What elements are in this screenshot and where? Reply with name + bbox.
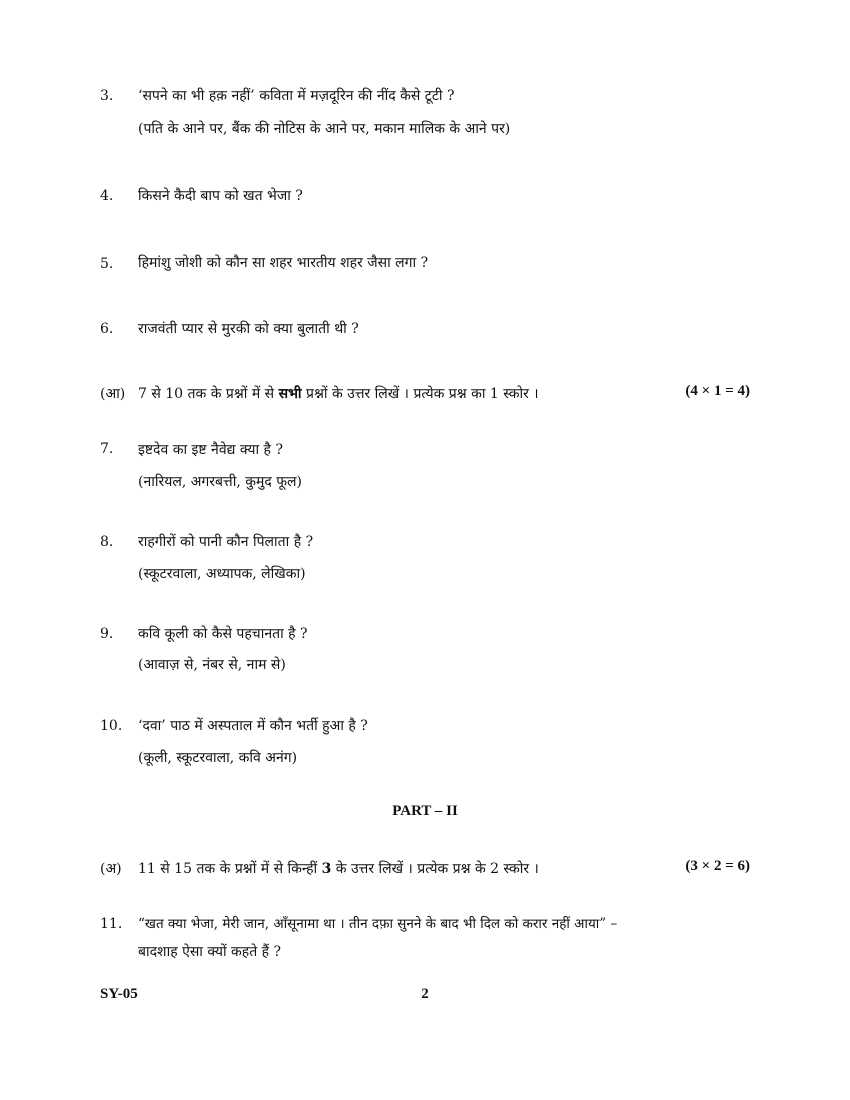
question-number: 6.	[100, 321, 114, 337]
question-text: हिमांशु जोशी को कौन सा शहर भारतीय शहर जैसा लगा ?	[138, 255, 429, 271]
question-number: 3.	[100, 88, 114, 104]
question-options: (स्कूटरवाला, अध्यापक, लेखिका)	[138, 566, 306, 582]
question-text: राजवंती प्यार से मुरकी को क्या बुलाती थी ?	[138, 321, 359, 337]
question-number: 7.	[100, 441, 114, 457]
section-score: (3 × 2 = 6)	[685, 858, 750, 874]
question-text-continued: बादशाह ऐसा क्यों कहते हैं ?	[138, 944, 282, 960]
question-text: ‘दवा’ पाठ में अस्पताल में कौन भर्ती हुआ है ?	[138, 718, 368, 734]
question-number: 9.	[100, 626, 114, 642]
page-number: 2	[421, 986, 429, 1002]
question-number: 10.	[100, 718, 123, 734]
question-options: (नारियल, अगरबत्ती, कुमुद फूल)	[138, 474, 302, 490]
section-prefix: (आ)	[100, 386, 126, 402]
paper-code: SY-05	[100, 986, 138, 1002]
question-text: “खत क्या भेजा, मेरी जान, आँसूनामा था । तीन दफ़ा सुनने के बाद भी दिल को करार नहीं आया” –	[138, 916, 618, 932]
question-text: कवि कूली को कैसे पहचानता है ?	[138, 626, 308, 642]
section-prefix: (अ)	[100, 861, 122, 877]
question-options: (पति के आने पर, बैंक की नोटिस के आने पर, मकान मालिक के आने पर)	[138, 121, 511, 137]
bold-word: सभी	[278, 386, 302, 402]
question-text: ‘सपने का भी हक़ नहीं’ कविता में मज़दूरिन की नींद कैसे टूटी ?	[138, 88, 455, 104]
section-score: (4 × 1 = 4)	[685, 383, 750, 399]
question-text: इष्टदेव का इष्ट नैवेद्य क्या है ?	[138, 442, 283, 458]
question-number: 5.	[100, 256, 114, 272]
question-number: 8.	[100, 534, 114, 550]
bold-word: 3	[321, 861, 332, 877]
question-options: (आवाज़ से, नंबर से, नाम से)	[138, 657, 286, 673]
question-text: किसने कैदी बाप को खत भेजा ?	[138, 188, 303, 204]
section-instruction: 7 से 10 तक के प्रश्नों में से सभी प्रश्नों के उत्तर लिखें । प्रत्येक प्रश्न का 1 स्कोर ।	[138, 386, 539, 402]
question-number: 4.	[100, 188, 114, 204]
part-heading: PART – II	[392, 803, 458, 819]
question-text: राहगीरों को पानी कौन पिलाता है ?	[138, 534, 314, 550]
question-options: (कूली, स्कूटरवाला, कवि अनंग)	[138, 750, 298, 766]
section-instruction: 11 से 15 तक के प्रश्नों में से किन्हीं 3 के उत्तर लिखें । प्रत्येक प्रश्न के 2 स्कोर ।	[138, 861, 539, 877]
question-number: 11.	[100, 916, 123, 932]
